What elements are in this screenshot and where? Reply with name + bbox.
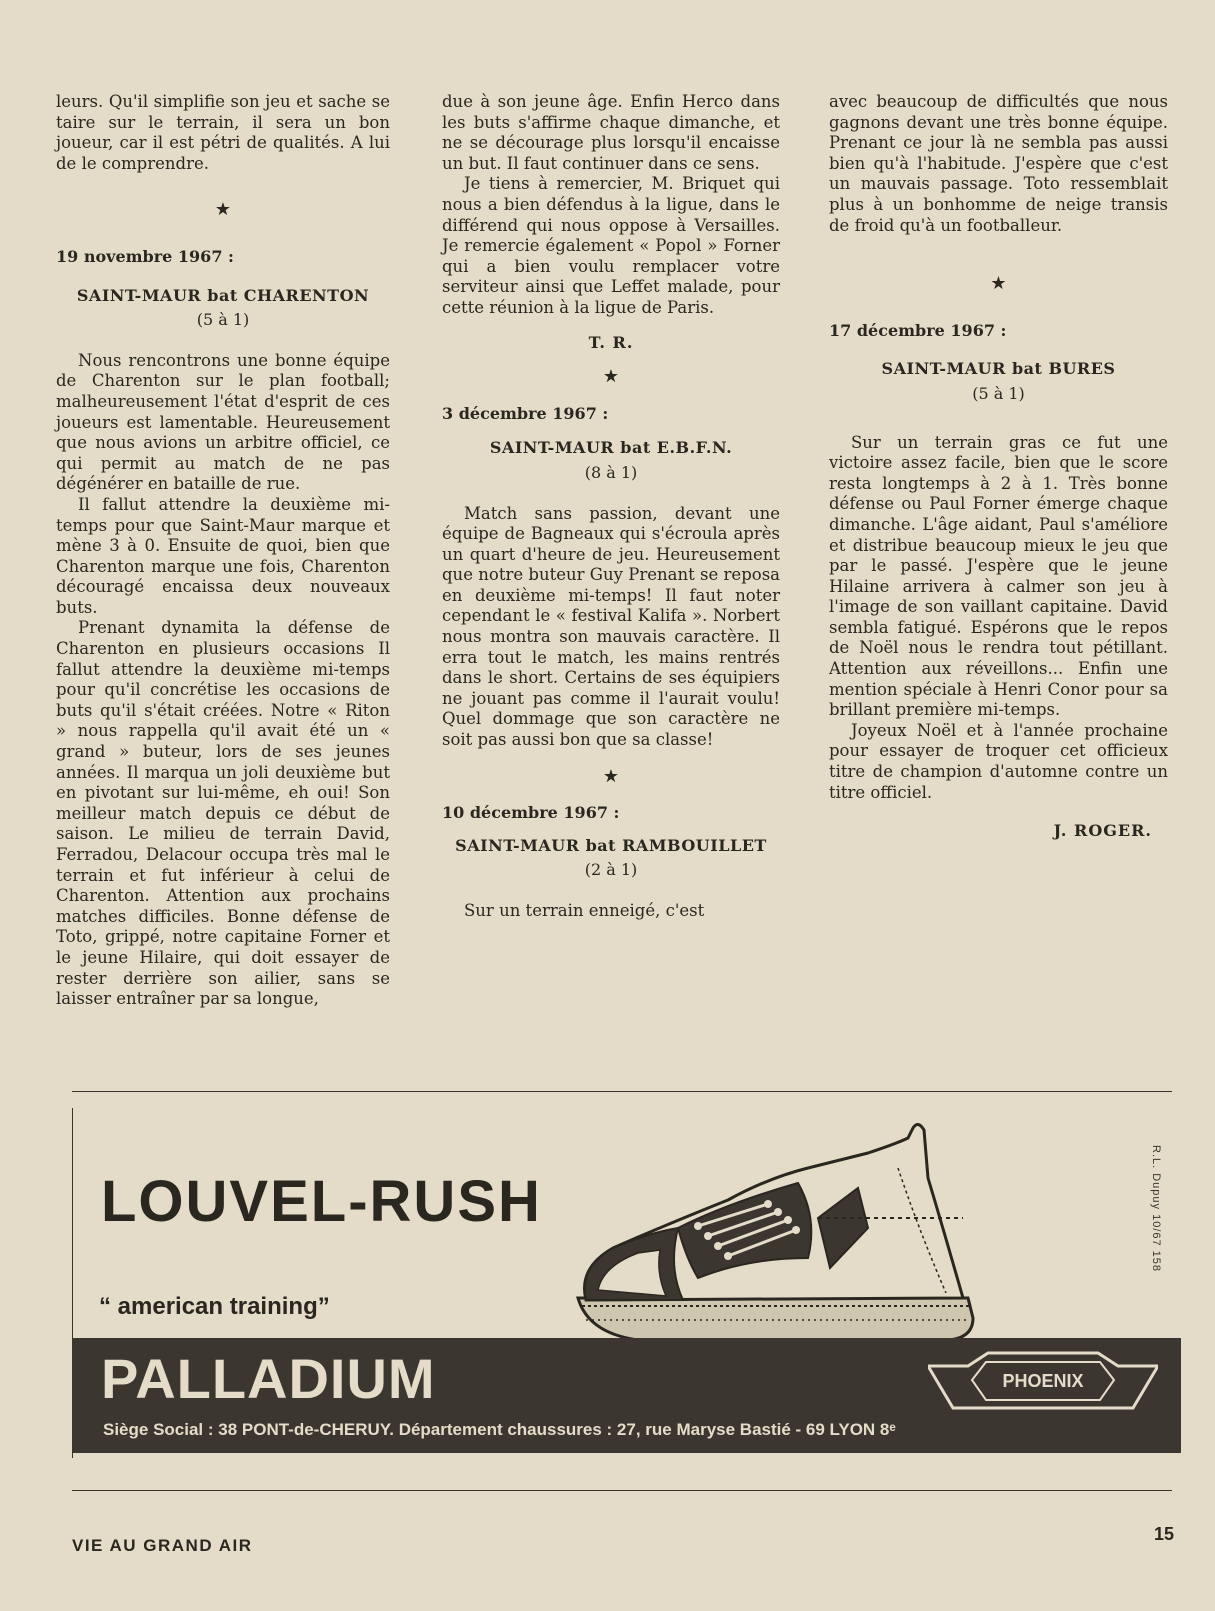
article-column-1 xyxy=(56,92,390,1010)
star-separator-icon: ★ xyxy=(602,765,620,787)
paragraph: avec beaucoup de difficultés que nous gagnons devant une très bonne équipe. Prenant ce jour là ne sembla pas aussi bien qu'à l'habitude. J'espère que c'est un mauvais passage. Toto ressemblait plus à un bonhomme de neige transis de froid qu'à un footballeur. xyxy=(829,92,1168,235)
divider xyxy=(72,1490,1172,1491)
match-score: (5 à 1) xyxy=(196,310,250,330)
paragraph: Sur un terrain gras ce fut une victoire assez facile, bien que le score resta longtemps à 2 à 1. Très bonne défense ou Paul Forner émerge chaque dimanche. L'âge aidant, Paul s'améliore et distribue beaucoup mieux le jeu que par le passé. J'espère que le jeune Hilaine arrivera à calmer son jeu à l'image de son vaillant capitaine. David sembla fatigué. Espérons que le repos de Noël nous le rendra tout pétillant. Attention aux réveillons... Enfin une mention spéciale à Henri Conor pour sa brillant première mi-temps. xyxy=(829,432,1168,720)
author-signature: J. ROGER. xyxy=(1053,821,1152,841)
match-title: SAINT-MAUR bat RAMBOUILLET xyxy=(455,835,767,855)
paragraph: Je tiens à remercier, M. Briquet qui nous a bien défendus à la ligue, dans le différend qui nous oppose à Versailles. Je remercie également « Popol » Forner qui a bien voulu remplacer votre serviteur ainsi que Leffet malade, pour cette réunion à la ligue de Paris. xyxy=(442,174,780,317)
paragraph: Joyeux Noël et à l'année prochaine pour essayer de troquer cet officieux titre de champion d'automne contre un titre officiel. xyxy=(829,720,1168,802)
author-signature: T. R. xyxy=(588,332,634,352)
sneaker-illustration-icon xyxy=(568,1108,988,1348)
match-title: SAINT-MAUR bat BURES xyxy=(881,359,1116,379)
star-separator-icon: ★ xyxy=(602,366,620,388)
match-date: 19 novembre 1967 : xyxy=(56,246,234,266)
article-column-2 xyxy=(442,92,780,922)
magazine-title: VIE AU GRAND AIR xyxy=(72,1536,253,1555)
company-address: Siège Social : 38 PONT-de-CHERUY. Département chaussures : 27, rue Maryse Bastié - 69 LYON 8ᵉ xyxy=(103,1420,896,1439)
match-date: 17 décembre 1967 : xyxy=(829,320,1007,340)
paragraph: Nous rencontrons une bonne équipe de Charenton sur le plan football; malheureusement l'état d'esprit de ces joueurs est lamentable. Heureusement que nous avions un arbitre officiel, ce qui permit au match de ne pas dégénérer en bataille de rue. xyxy=(56,350,390,494)
match-title: SAINT-MAUR bat E.B.F.N. xyxy=(489,438,733,458)
company-name: PALLADIUM xyxy=(101,1347,436,1410)
divider xyxy=(72,1091,1172,1092)
match-date: 3 décembre 1967 : xyxy=(442,403,609,423)
paragraph: Sur un terrain enneigé, c'est xyxy=(464,901,705,920)
phoenix-logo-icon xyxy=(928,1348,1158,1418)
match-score: (5 à 1) xyxy=(972,383,1025,403)
paragraph: due à son jeune âge. Enfin Herco dans les buts s'affirme chaque dimanche, et ne se décourage plus lorsqu'il encaisse un but. Il faut continuer dans ce sens. xyxy=(442,92,780,173)
ad-tagline: “ american training” xyxy=(99,1293,330,1320)
match-score: (8 à 1) xyxy=(584,462,638,482)
star-separator-icon: ★ xyxy=(214,199,232,221)
paragraph: Prenant dynamita la défense de Charenton en plusieurs occasions Il fallut attendre la deuxième mi-temps pour qu'il concrétise les occasions de buts qu'il s'était créées. Notre « Riton » nous rappella qu'il avait été un « grand » buteur, lors de ses jeunes années. Il marqua un joli deuxième but en pivotant sur lui-même, eh oui! Son meilleur match depuis ce début de saison. Le milieu de terrain David, Ferradou, Delacour occupa très mal le terrain et fut inférieur à celui de Charenton. Attention aux prochains matches difficiles. Bonne défense de Toto, grippé, notre capitaine Forner et le jeune Hilaire, qui doit essayer de rester derrière son ailier, sans se laisser entraîner par sa longue, xyxy=(56,618,390,1009)
match-title: SAINT-MAUR bat CHARENTON xyxy=(76,285,370,305)
paragraph: Match sans passion, devant une équipe de Bagneaux qui s'écroula après un quart d'heure de jeu. Heureusement que notre buteur Guy Prenant se reposa en deuxième mi-temps! Il faut noter cependant le « festival Kalifa ». Norbert nous montra son mauvais caractère. Il erra tout le match, les mains rentrés dans le short. Certains de ses équipiers ne jouant pas comme il l'aurait voulu! Quel dommage que son caractère ne soit pas aussi bon que sa classe! xyxy=(442,503,780,750)
phoenix-logo-text: PHOENIX xyxy=(1002,1371,1084,1391)
ad-credit: R.L. Dupuy 10/67 158 xyxy=(1150,1145,1162,1273)
star-separator-icon: ★ xyxy=(990,273,1007,295)
match-date: 10 décembre 1967 : xyxy=(442,803,620,823)
ad-brand-name: LOUVEL-RUSH xyxy=(101,1169,542,1234)
paragraph: Il fallut attendre la deuxième mi-temps pour que Saint-Maur marque et mène 3 à 0. Ensuite de quoi, bien que Charenton marque une fois, Charenton découragé encaissa deux nouveaux buts. xyxy=(56,494,390,617)
page-number: 15 xyxy=(1154,1524,1175,1544)
article-column-3 xyxy=(829,92,1168,856)
palladium-banner xyxy=(73,1338,1181,1453)
match-score: (2 à 1) xyxy=(584,860,638,880)
paragraph: leurs. Qu'il simplifie son jeu et sache se taire sur le terrain, il sera un bon joueur, car il est pétri de qualités. A lui de le comprendre. xyxy=(56,92,390,173)
advertisement xyxy=(72,1108,1181,1458)
